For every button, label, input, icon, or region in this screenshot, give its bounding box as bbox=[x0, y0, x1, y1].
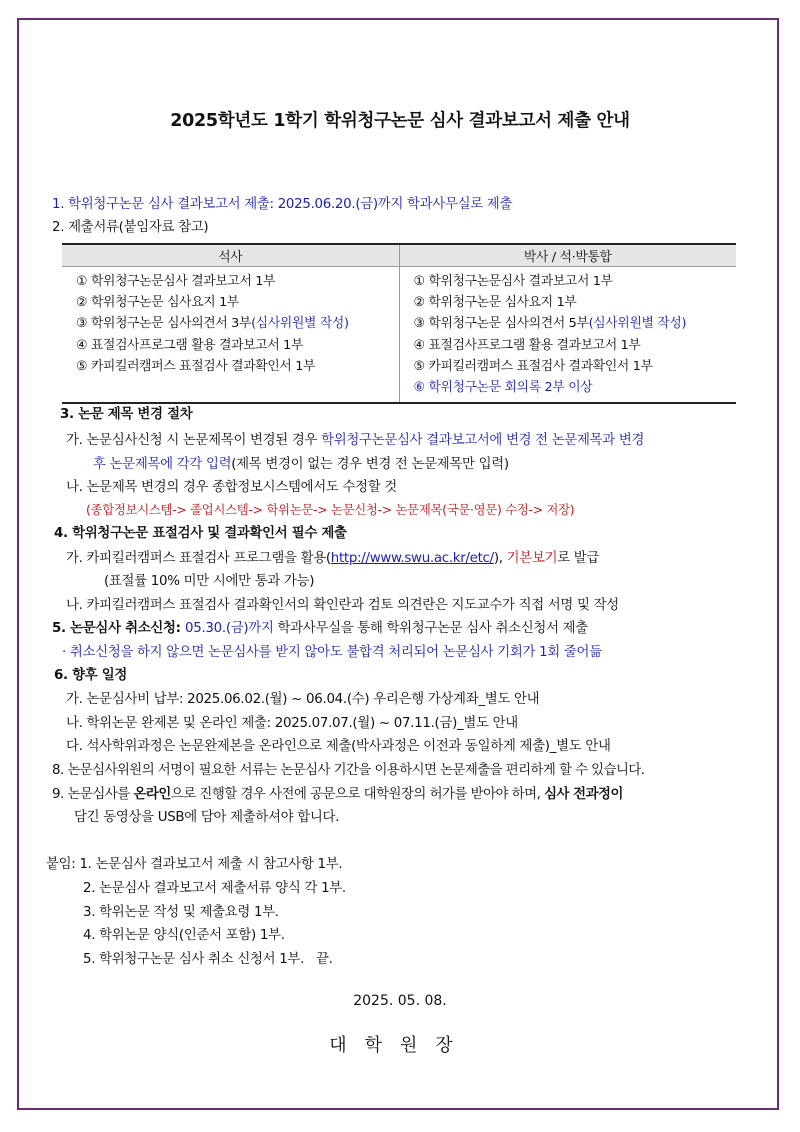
section-3-path: (종합정보시스템-> 졸업시스템-> 학위논문-> 논문신청-> 논문제목(국문·영문) 수정-> 저장) bbox=[86, 502, 575, 517]
list-item: ⑤ 카피킬러캠퍼스 표절검사 결과확인서 1부 bbox=[76, 358, 316, 374]
section-4-a: 가. 카피킬러캠퍼스 표절검사 프로그램을 활용(http://www.swu.ac.kr/etc/), 기본보기로 발급 bbox=[66, 551, 600, 566]
list-item: ② 학위청구논문 심사요지 1부 bbox=[76, 295, 239, 311]
section-5-note: · 취소신청을 하지 않으면 논문심사를 받지 않아도 불합격 처리되어 논문심사 기회가 1회 줄어듦 bbox=[62, 645, 602, 660]
attachment-1: 붙임: 1. 논문심사 결과보고서 제출 시 참고사항 1부. bbox=[46, 857, 343, 872]
attachment-5: 5. 학위청구논문 심사 취소 신청서 1부. 끝. bbox=[83, 952, 333, 967]
section-4-b: 나. 카피킬러캠퍼스 표절검사 결과확인서의 확인란과 검토 의견란은 지도교수가 직접 서명 및 작성 bbox=[66, 598, 619, 613]
section-4-heading: 4. 학위청구논문 표절검사 및 결과확인서 필수 제출 bbox=[54, 526, 347, 541]
documents-table bbox=[62, 243, 736, 404]
attachment-2: 2. 논문심사 결과보고서 제출서류 양식 각 1부. bbox=[83, 881, 346, 896]
list-item: ⑤ 카피킬러캠퍼스 표절검사 결과확인서 1부 bbox=[413, 358, 653, 374]
list-item: ② 학위청구논문 심사요지 1부 bbox=[413, 295, 577, 311]
list-item: ④ 표절검사프로그램 활용 결과보고서 1부 bbox=[76, 337, 304, 353]
page-title: 2025학년도 1학기 학위청구논문 심사 결과보고서 제출 안내 bbox=[170, 111, 630, 131]
section-2-heading: 2. 제출서류(붙임자료 참고) bbox=[52, 220, 209, 235]
list-item: ① 학위청구논문심사 결과보고서 1부 bbox=[76, 274, 276, 289]
col-master: 석사 bbox=[62, 244, 399, 267]
section-6-c: 다. 석사학위과정은 논문완제본을 온라인으로 제출(박사과정은 이전과 동일하게 제출)_별도 안내 bbox=[66, 739, 611, 754]
section-6-a: 가. 논문심사비 납부: 2025.06.02.(월) ~ 06.04.(수) 우리은행 가상계좌_별도 안내 bbox=[66, 692, 540, 707]
section-6-heading: 6. 향후 일정 bbox=[54, 668, 128, 683]
list-item: ③ 학위청구논문 심사의견서 5부(심사위원별 작성) bbox=[413, 316, 687, 332]
section-6-b: 나. 학위논문 완제본 및 온라인 제출: 2025.07.07.(월) ~ 07.11.(금)_별도 안내 bbox=[66, 716, 518, 731]
section-3-b: 나. 논문제목 변경의 경우 종합정보시스템에서도 수정할 것 bbox=[66, 480, 397, 495]
signature: 대학원장 bbox=[329, 1035, 471, 1056]
list-item: ① 학위청구논문심사 결과보고서 1부 bbox=[413, 274, 613, 289]
issue-date: 2025. 05. 08. bbox=[353, 993, 447, 1009]
section-3-heading: 3. 논문 제목 변경 절차 bbox=[60, 407, 193, 422]
section-9-line1: 9. 논문심사를 온라인으로 진행할 경우 사전에 공문으로 대학원장의 허가를 받아야 하며, 심사 전과정이 bbox=[52, 787, 623, 802]
list-item: ③ 학위청구논문 심사의견서 3부(심사위원별 작성) bbox=[76, 316, 349, 332]
list-item: ⑥ 학위청구논문 회의록 2부 이상 bbox=[413, 379, 593, 395]
note: (심사위원별 작성) bbox=[251, 316, 349, 332]
note: (심사위원별 작성) bbox=[588, 316, 687, 332]
section-5: 5. 논문심사 취소신청: 05.30.(금)까지 학과사무실을 통해 학위청구논문 심사 취소신청서 제출 bbox=[52, 621, 588, 636]
attachment-label: 붙임: bbox=[46, 857, 80, 872]
master-items bbox=[62, 267, 399, 404]
section-9-line2: 담긴 동영상을 USB에 담아 제출하셔야 합니다. bbox=[74, 810, 340, 825]
doctor-items bbox=[399, 267, 736, 404]
attachment-4: 4. 학위논문 양식(인준서 포함) 1부. bbox=[83, 928, 285, 943]
section-3-a-line2: 후 논문제목에 각각 입력(제목 변경이 없는 경우 변경 전 논문제목만 입력) bbox=[93, 457, 509, 472]
copykiller-link[interactable]: http://www.swu.ac.kr/etc/ bbox=[330, 551, 494, 566]
col-doctor: 박사 / 석·박통합 bbox=[399, 244, 736, 267]
end-mark: 끝. bbox=[316, 952, 333, 967]
attachment-3: 3. 학위논문 작성 및 제출요령 1부. bbox=[83, 905, 279, 920]
section-4-a-note: (표절률 10% 미만 시에만 통과 가능) bbox=[104, 574, 315, 589]
section-3-a-line1: 가. 논문심사신청 시 논문제목이 변경된 경우 학위청구논문심사 결과보고서에 변경 전 논문제목과 변경 bbox=[66, 433, 645, 448]
section-8: 8. 논문심사위원의 서명이 필요한 서류는 논문심사 기간을 이용하시면 논문제출을 편리하게 할 수 있습니다. bbox=[52, 763, 645, 778]
section-1: 1. 학위청구논문 심사 결과보고서 제출: 2025.06.20.(금)까지 학과사무실로 제출 bbox=[52, 197, 513, 212]
list-item: ④ 표절검사프로그램 활용 결과보고서 1부 bbox=[413, 337, 641, 353]
